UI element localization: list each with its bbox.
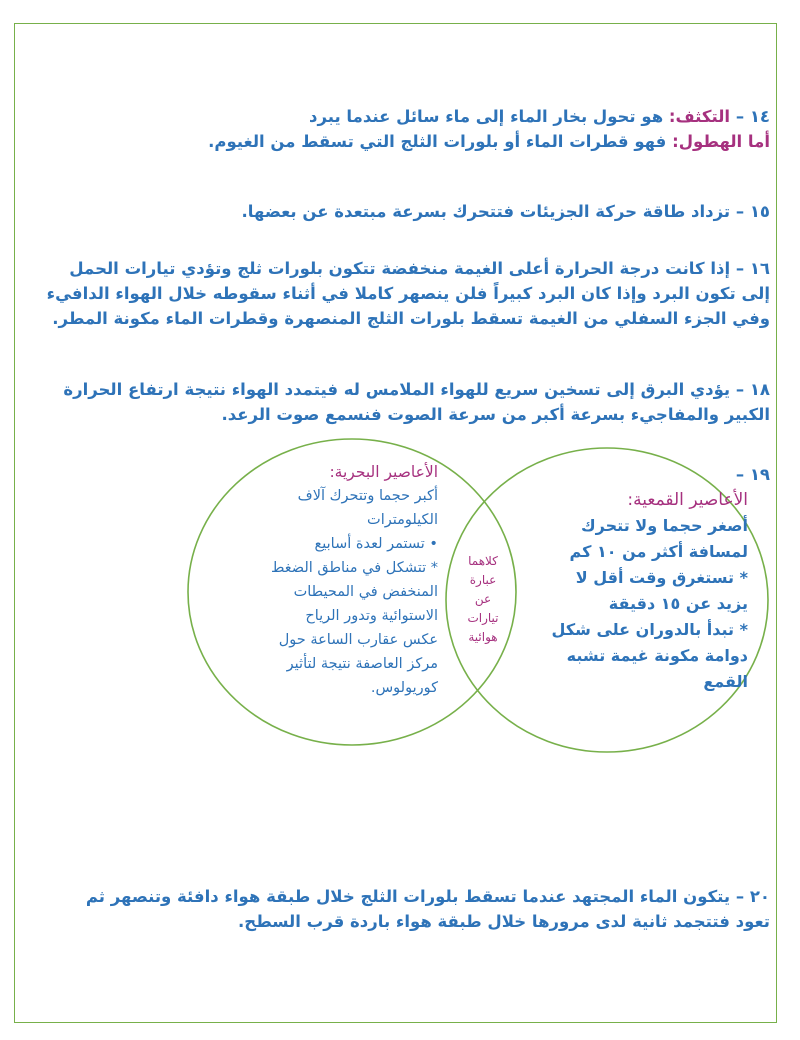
tornado-line: * تبدأ بالدوران على شكل	[551, 620, 748, 639]
hurricane-line: المنخفض في المحيطات	[293, 584, 438, 600]
venn-left-text	[228, 460, 438, 700]
answer-16-line-3: وفي الجزء السفلي من الغيمة تسقط بلورات الثلج المنصهرة وقطرات الماء مكونة المطر.	[52, 309, 770, 328]
tornado-line: * تستغرق وقت أقل لا	[575, 568, 748, 587]
overlap-line: عبارة	[469, 573, 497, 587]
hurricane-line: مركز العاصفة نتيجة لتأثير	[286, 656, 438, 672]
answer-20-line-1: ٢٠ – يتكون الماء المجتهد عندما تسقط بلورات الثلج خلال طبقة هواء دافئة وتنصهر ثم	[85, 887, 770, 906]
hurricane-line: • تستمر لعدة أسابيع	[314, 536, 438, 552]
hurricane-title: الأعاصير البحرية:	[329, 463, 438, 481]
hurricane-line: * تتشكل في مناطق الضغط	[270, 560, 438, 576]
overlap-line: هوائية	[468, 630, 498, 644]
hurricane-line: الاستوائية وتدور الرياح	[305, 608, 438, 624]
answer-18-line-1: ١٨ – يؤدي البرق إلى تسخين سريع للهواء الملامس له فيتمدد الهواء نتيجة ارتفاع الحرارة	[63, 380, 770, 399]
answer-20-line-2: تعود فتتجمد ثانية لدى مرورها خلال طبقة هواء باردة قرب السطح.	[238, 912, 770, 931]
tornado-line: القمع	[703, 672, 748, 691]
overlap-line: تيارات	[467, 611, 499, 625]
hurricane-line: الكيلومترات	[367, 512, 438, 528]
answer-19-number: ١٩ –	[735, 465, 770, 484]
venn-overlap-text	[452, 552, 514, 647]
hurricane-line: أكبر حجما وتتحرك آلاف	[297, 488, 438, 504]
overlap-line: كلاهما	[468, 554, 498, 568]
answer-14-number: ١٤ –	[735, 107, 770, 126]
venn-right-text	[508, 487, 748, 695]
tornado-title: الأعاصير القمعية:	[627, 490, 748, 510]
definition-condensation: هو تحول بخار الماء إلى ماء سائل عندما يبرد	[309, 107, 664, 126]
hurricane-line: كوريولوس.	[370, 680, 438, 696]
term-condensation: التكثف:	[668, 107, 731, 126]
tornado-line: لمسافة أكثر من ١٠ كم	[569, 542, 748, 561]
tornado-line: يزيد عن ١٥ دقيقة	[608, 594, 748, 613]
hurricane-line: عكس عقارب الساعة حول	[278, 632, 438, 648]
tornado-line: أصغر حجما ولا تتحرك	[581, 516, 748, 535]
answer-18-line-2: الكبير والمفاجيء بسرعة أكبر من سرعة الصوت فنسمع صوت الرعد.	[221, 405, 770, 424]
tornado-line: دوامة مكونة غيمة تشبه	[566, 646, 748, 665]
answer-20	[30, 884, 770, 934]
answer-16-line-1: ١٦ – إذا كانت درجة الحرارة أعلى الغيمة منخفضة تتكون بلورات ثلج وتؤدي تيارات الحمل	[69, 259, 770, 278]
overlap-line: عن	[474, 592, 492, 606]
answer-15-text: ١٥ – تزداد طاقة حركة الجزيئات فتتحرك بسرعة مبتعدة عن بعضها.	[241, 202, 770, 221]
answer-16-line-2: إلى تكون البرد وإذا كان البرد كبيراً فلن ينصهر كاملا في أثناء سقوطه خلال الهواء الدافيء	[46, 284, 770, 303]
term-precipitation: أما الهطول:	[672, 132, 770, 151]
definition-precipitation: فهو قطرات الماء أو بلورات الثلج التي تسقط من الغيوم.	[208, 132, 667, 151]
